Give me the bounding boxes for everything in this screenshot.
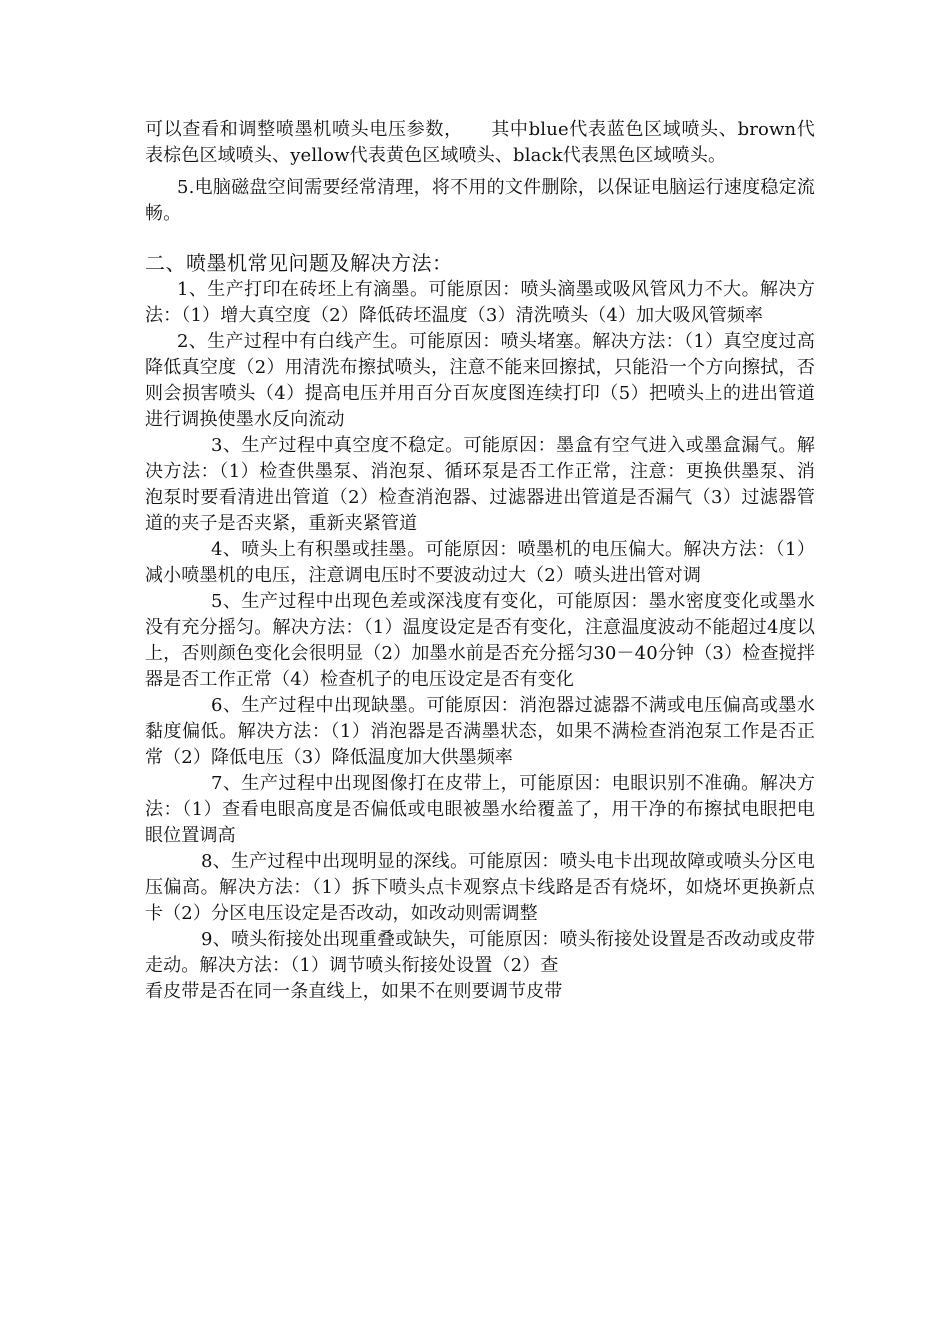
maintenance-item-5: 5.电脑磁盘空间需要经常清理，将不用的文件删除，以保证电脑运行速度稳定流畅。 bbox=[145, 177, 815, 224]
problem-item-3: 3、生产过程中真空度不稳定。可能原因：墨盒有空气进入或墨盒漏气。解决方法：（1）检查供墨泵、消泡泵、循环泵是否工作正常，注意：更换供墨泵、消泡泵时要看清进出管道（2）检查消泡器、过滤器进出管道是否漏气（3）过滤器管道的夹子是否夹紧，重新夹紧管道 bbox=[145, 435, 815, 534]
problem-item-8: 8、生产过程中出现明显的深线。可能原因：喷头电卡出现故障或喷头分区电压偏高。解决方法：（1）拆下喷头点卡观察点卡线路是否有烧坏，如烧坏更换新点卡（2）分区电压设定是否改动，如改动则需调整 bbox=[145, 851, 815, 924]
problem-item-1: 1、生产打印在砖坯上有滴墨。可能原因：喷头滴墨或吸风管风力不大。解决方法：（1）增大真空度（2）降低砖坯温度（3）清洗喷头（4）加大吸风管频率 bbox=[145, 279, 815, 326]
problem-item-4: 4、喷头上有积墨或挂墨。可能原因：喷墨机的电压偏大。解决方法：（1）减小喷墨机的电压，注意调电压时不要波动过大（2）喷头进出管对调 bbox=[145, 539, 815, 586]
problem-item-7: 7、生产过程中出现图像打在皮带上，可能原因：电眼识别不准确。解决方法：（1）查看电眼高度是否偏低或电眼被墨水给覆盖了，用干净的布擦拭电眼把电眼位置调高 bbox=[145, 773, 815, 846]
intro-paragraph: 可以查看和调整喷墨机喷头电压参数， 其中blue代表蓝色区域喷头、brown代表棕色区域喷头、yellow代表黄色区域喷头、black代表黑色区域喷头。 bbox=[145, 119, 815, 166]
document-page bbox=[145, 117, 815, 1005]
problem-item-5: 5、生产过程中出现色差或深浅度有变化，可能原因：墨水密度变化或墨水没有充分摇匀。解决方法：（1）温度设定是否有变化，注意温度波动不能超过4度以上，否则颜色变化会很明显（2）加墨水前是否充分摇匀30－40分钟（3）检查搅拌器是否工作正常（4）检查机子的电压设定是否有变化 bbox=[145, 591, 815, 690]
problem-item-6: 6、生产过程中出现缺墨。可能原因：消泡器过滤器不满或电压偏高或墨水黏度偏低。解决方法：（1）消泡器是否满墨状态，如果不满检查消泡泵工作是否正常（2）降低电压（3）降低温度加大供墨频率 bbox=[145, 695, 815, 768]
problem-item-9-continued: 看皮带是否在同一条直线上，如果不在则要调节皮带 bbox=[145, 981, 563, 1002]
problem-item-9: 9、喷头衔接处出现重叠或缺失，可能原因：喷头衔接处设置是否改动或皮带走动。解决方法：（1）调节喷头衔接处设置（2）查 bbox=[145, 929, 815, 976]
problem-item-2: 2、生产过程中有白线产生。可能原因：喷头堵塞。解决方法：（1）真空度过高降低真空度（2）用清洗布擦拭喷头，注意不能来回擦拭，只能沿一个方向擦拭，否则会损害喷头（4）提高电压并用百分百灰度图连续打印（5）把喷头上的进出管道进行调换使墨水反向流动 bbox=[145, 331, 815, 430]
section-heading: 二、喷墨机常见问题及解决方法： bbox=[145, 251, 453, 275]
